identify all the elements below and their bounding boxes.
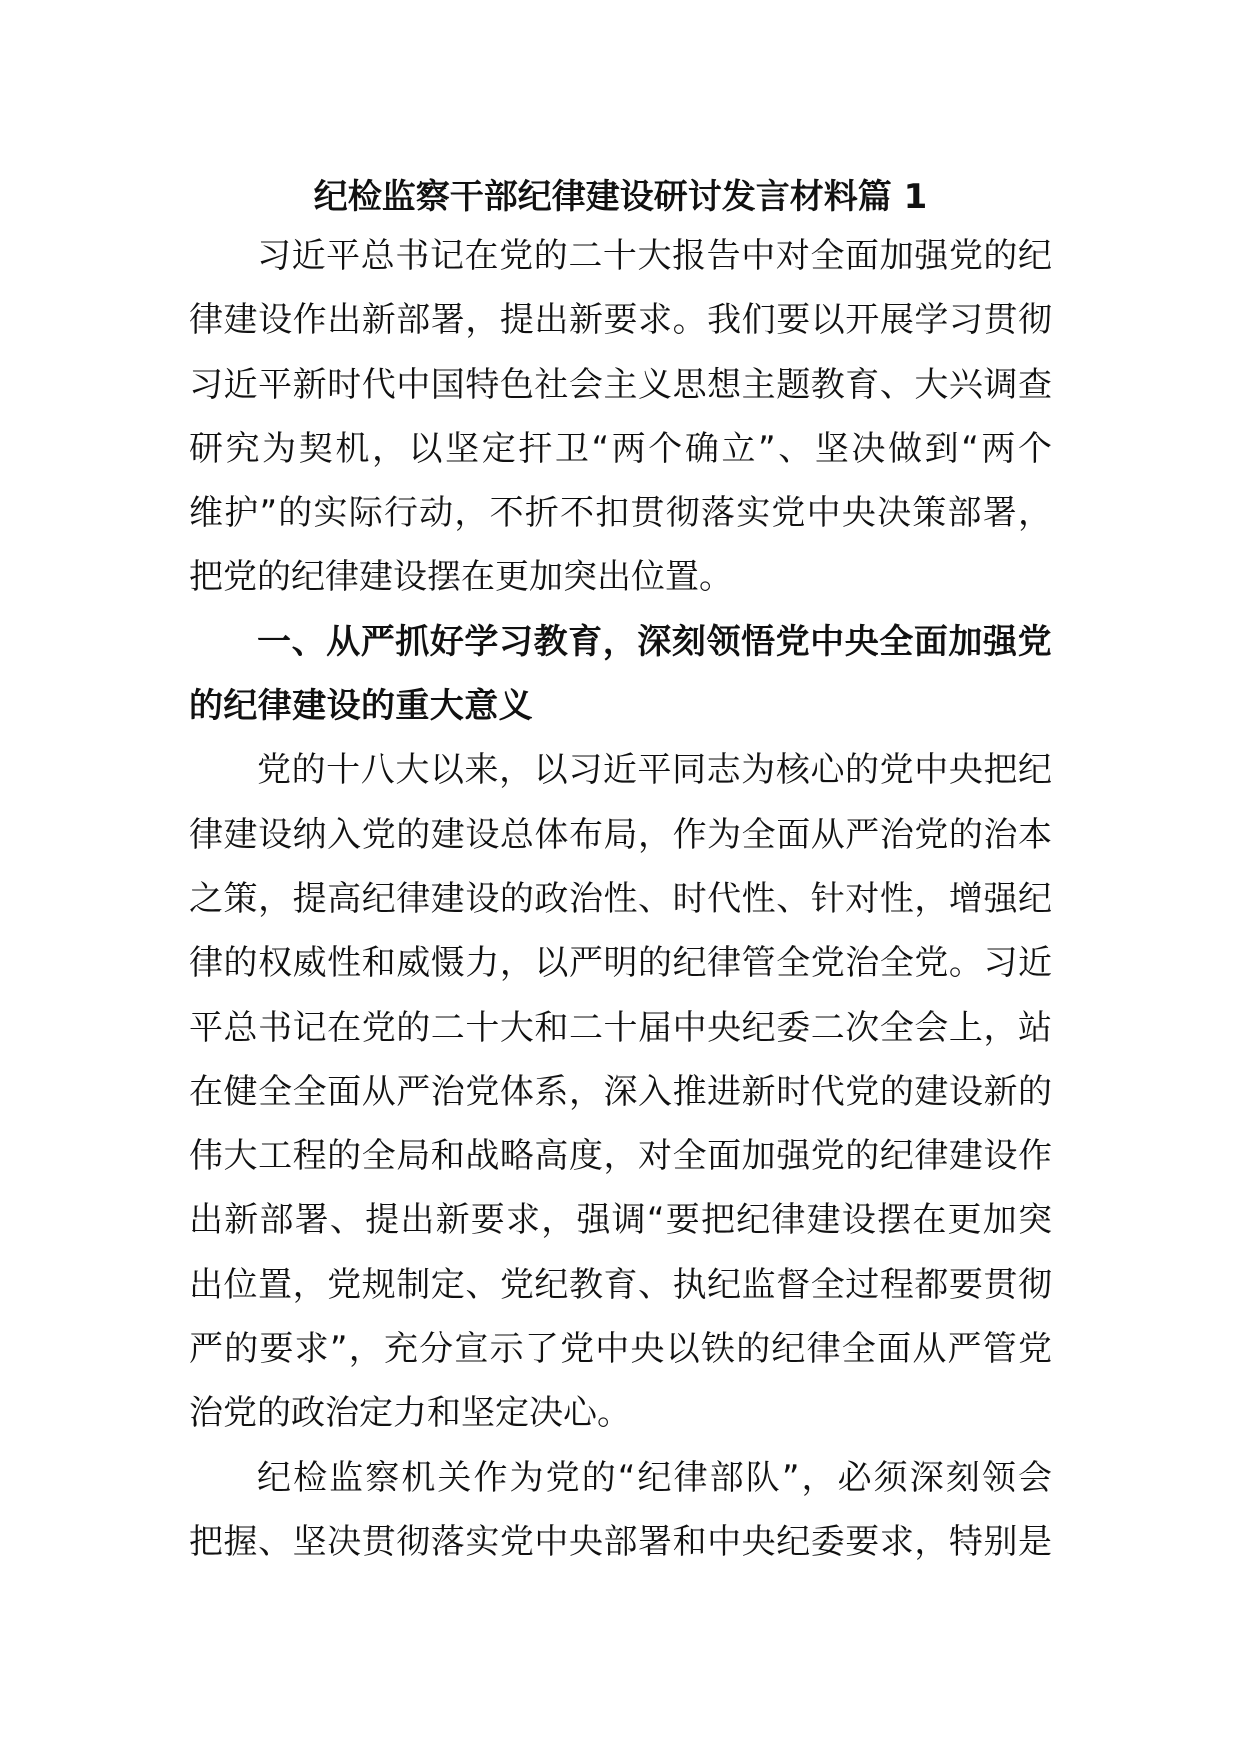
text-line: 律建设纳入党的建设总体布局，作为全面从严治党的治本 <box>189 814 1052 855</box>
text-line: 习近平总书记在党的二十大报告中对全面加强党的纪 <box>257 236 1052 276</box>
text-line: 之策，提高纪律建设的政治性、时代性、针对性，增强纪 <box>189 878 1052 919</box>
heading-line: 一、从严抓好学习教育，深刻领悟党中央全面加强党 <box>257 621 1052 662</box>
text-line: 平总书记在党的二十大和二十届中央纪委二次全会上，站 <box>189 1007 1052 1048</box>
text-line: 习近平新时代中国特色社会主义思想主题教育、大兴调查 <box>189 364 1052 405</box>
text-line: 研究为契机，以坚定扞卫“两个确立”、坚决做到“两个 <box>189 428 1052 469</box>
text-line: 党的十八大以来，以习近平同志为核心的党中央把纪 <box>257 750 1052 791</box>
text-line: 把握、坚决贯彻落实党中央部署和中央纪委要求，特别是 <box>189 1521 1052 1562</box>
text-line: 出位置，党规制定、党纪教育、执纪监督全过程都要贯彻 <box>189 1264 1052 1305</box>
body-paragraph <box>189 224 1052 610</box>
text-line: 在健全全面从严治党体系，深入推进新时代党的建设新的 <box>189 1071 1052 1112</box>
heading-line: 的纪律建设的重大意义 <box>189 686 533 727</box>
text-line: 严的要求”，充分宣示了党中央以铁的纪律全面从严管党 <box>189 1329 1052 1370</box>
text-line: 出新部署、提出新要求，强调“要把纪律建设摆在更加突 <box>189 1200 1052 1241</box>
text-line: 伟大工程的全局和战略高度，对全面加强党的纪律建设作 <box>189 1136 1052 1177</box>
body-paragraph <box>189 1446 1052 1575</box>
text-line: 把党的纪律建设摆在更加突出位置。 <box>189 557 733 598</box>
body-paragraph <box>189 738 1052 1445</box>
text-line: 维护”的实际行动，不折不扣贯彻落实党中央决策部署， <box>189 493 1052 534</box>
document-page <box>189 170 1052 1574</box>
text-line: 治党的政治定力和坚定决心。 <box>189 1393 631 1434</box>
text-line: 律建设作出新部署，提出新要求。我们要以开展学习贯彻 <box>189 300 1052 341</box>
text-line: 律的权威性和威慑力，以严明的纪律管全党治全党。习近 <box>189 943 1052 984</box>
section-heading <box>189 610 1052 739</box>
document-title: 纪检监察干部纪律建设研讨发言材料篇 1 <box>313 177 928 217</box>
text-line: 纪检监察机关作为党的“纪律部队”，必须深刻领会 <box>257 1457 1052 1498</box>
